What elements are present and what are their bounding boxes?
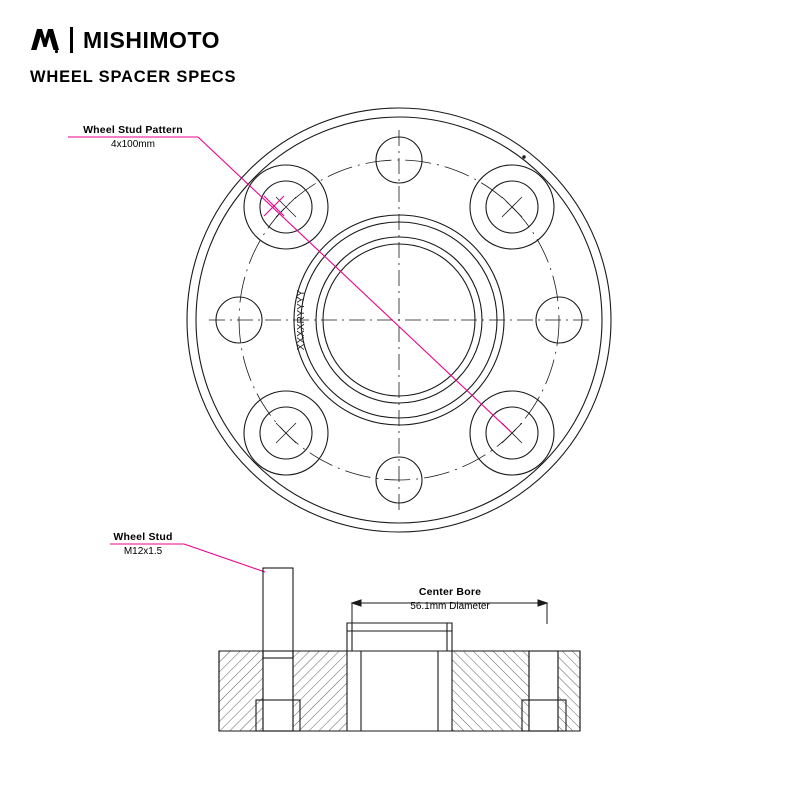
brand-name: MISHIMOTO: [83, 26, 220, 53]
center-lines: [209, 130, 589, 510]
wheel-spacer-front-view: [187, 108, 611, 532]
section-hatch-right-outer: [558, 651, 580, 731]
callout-value: M12x1.5: [123, 546, 163, 557]
callout-title: Wheel Stud: [113, 531, 173, 543]
section-hatch-left-inner: [293, 651, 347, 731]
callout-title: Wheel Stud Pattern: [83, 124, 183, 136]
section-center-boss: [347, 623, 452, 731]
index-dot: [522, 155, 525, 158]
wheel-stud-shaft: [263, 568, 293, 658]
leader-wheel-stud: [110, 544, 265, 572]
callout-title: Center Bore: [418, 586, 482, 598]
page-title: WHEEL SPACER SPECS: [30, 68, 237, 86]
section-hatch-right-inner: [452, 651, 529, 731]
callout-value: 4x100mm: [111, 139, 155, 150]
dimension-center-bore: [352, 600, 547, 624]
callout-value: 56.1mm Diameter: [410, 601, 490, 612]
section-stud-pocket-left: [256, 651, 300, 731]
wheel-spacer-section-view: [219, 568, 580, 731]
part-number-text: XXXXRYYYY: [296, 289, 307, 351]
